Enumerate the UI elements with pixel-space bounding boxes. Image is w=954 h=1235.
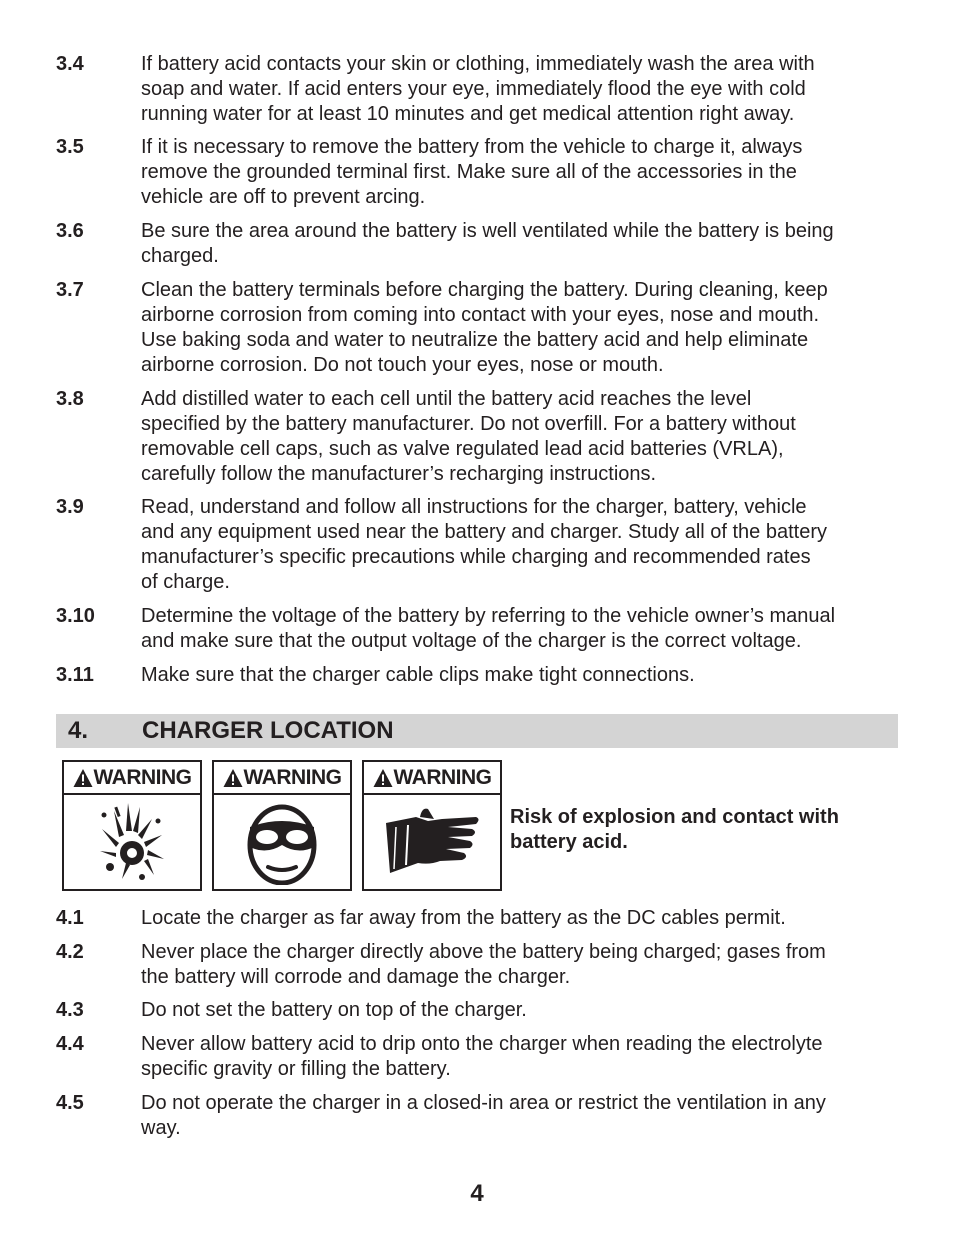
list-item xyxy=(56,219,906,269)
item-text: Locate the charger as far away from the battery as the DC cables permit. xyxy=(141,907,786,929)
item-number: 4.2 xyxy=(56,941,84,963)
item-text: Never place the charger directly above the battery being charged; gases from the battery will corrode and damage the charger. xyxy=(141,941,826,988)
item-number: 3.4 xyxy=(56,53,84,75)
safety-goggles-icon xyxy=(246,801,318,885)
list-item xyxy=(56,1032,906,1082)
item-text: Read, understand and follow all instructions for the charger, battery, vehicle and any equipment used near the battery and charger. Study all of the battery manufacturer’s specific precautions while charging and recommended rates of charge. xyxy=(141,496,828,593)
list-item xyxy=(56,998,906,1023)
warning-header xyxy=(214,762,350,795)
item-text: Be sure the area around the battery is well ventilated while the battery is being charged. xyxy=(141,220,834,267)
item-number: 3.8 xyxy=(56,388,84,410)
item-text: Never allow battery acid to drip onto the charger when reading the electrolyte specific gravity or filling the battery. xyxy=(141,1033,823,1080)
list-item xyxy=(56,387,906,487)
warning-label-hand-protection xyxy=(362,760,502,891)
list-item xyxy=(56,495,906,595)
item-number: 4.1 xyxy=(56,907,84,929)
warning-header xyxy=(364,762,500,795)
alert-triangle-icon xyxy=(223,768,243,788)
alert-triangle-icon xyxy=(373,768,393,788)
list-item xyxy=(56,604,906,654)
warning-header xyxy=(64,762,200,795)
alert-triangle-icon xyxy=(73,768,93,788)
list-item xyxy=(56,52,906,127)
list-item xyxy=(56,1091,906,1141)
item-number: 3.5 xyxy=(56,136,84,158)
warning-label-eye-protection xyxy=(212,760,352,891)
warning-label-explosion xyxy=(62,760,202,891)
list-item xyxy=(56,940,906,990)
item-number: 3.10 xyxy=(56,605,95,627)
item-text: If battery acid contacts your skin or clothing, immediately wash the area with soap and water. If acid enters your eye, immediately flood the eye with cold running water for at least 10 minutes and get medical attention right away. xyxy=(141,53,815,125)
item-text: Do not operate the charger in a closed-in area or restrict the ventilation in any way. xyxy=(141,1092,826,1139)
item-number: 3.9 xyxy=(56,496,84,518)
section-heading xyxy=(56,714,898,748)
list-item xyxy=(56,906,906,931)
item-text: If it is necessary to remove the battery from the vehicle to charge it, always remove the grounded terminal first. Make sure all of the accessories in the vehicle are off to prevent arcing. xyxy=(141,136,803,208)
item-number: 3.7 xyxy=(56,279,84,301)
rubber-glove-icon xyxy=(382,803,482,883)
warning-text: WARNING xyxy=(393,765,492,789)
list-item xyxy=(56,278,906,378)
warning-text: WARNING xyxy=(243,765,342,789)
item-text: Do not set the battery on top of the charger. xyxy=(141,999,527,1021)
explosion-icon xyxy=(92,801,172,885)
list-item xyxy=(56,663,906,688)
risk-statement: Risk of explosion and contact with battery acid. xyxy=(510,806,839,853)
section-number: 4. xyxy=(68,717,89,744)
item-number: 3.11 xyxy=(56,664,94,686)
section-title: CHARGER LOCATION xyxy=(142,717,394,744)
item-number: 4.5 xyxy=(56,1092,84,1114)
item-number: 4.4 xyxy=(56,1033,84,1055)
item-text: Clean the battery terminals before charging the battery. During cleaning, keep airborne corrosion from coming into contact with your eyes, nose and mouth. Use baking soda and water to neutralize the battery acid and help eliminate airborne corrosion. Do not touch your eyes, nose or mouth. xyxy=(141,279,828,376)
item-number: 3.6 xyxy=(56,220,84,242)
item-text: Determine the voltage of the battery by referring to the vehicle owner’s manual and make sure that the output voltage of the charger is the correct voltage. xyxy=(141,605,836,652)
item-number: 4.3 xyxy=(56,999,84,1021)
page-number: 4 xyxy=(470,1180,484,1207)
item-text: Add distilled water to each cell until the battery acid reaches the level specified by the battery manufacturer. Do not overfill. For a battery without removable cell caps, such as valve regulated lead acid batteries (VRLA), carefully follow the manufacturer’s recharging instructions. xyxy=(141,388,796,485)
item-text: Make sure that the charger cable clips make tight connections. xyxy=(141,664,695,686)
warning-text: WARNING xyxy=(93,765,192,789)
list-item xyxy=(56,135,906,210)
